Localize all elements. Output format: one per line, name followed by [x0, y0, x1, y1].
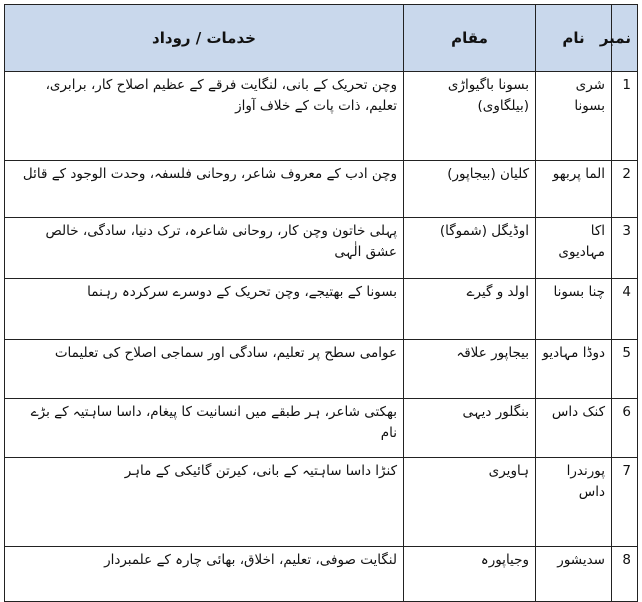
row-name: شری بسونا: [536, 72, 612, 161]
row-place: بیجاپور علاقہ: [404, 340, 536, 399]
row-name: سدیشور: [536, 547, 612, 602]
table-row: [5, 547, 638, 602]
row-number: 8: [612, 547, 638, 602]
table-row: [5, 218, 638, 279]
row-place: اوڈیگل (شموگا): [404, 218, 536, 279]
row-number: 6: [612, 399, 638, 458]
header-place: مقام: [404, 5, 536, 72]
header-row: [5, 5, 638, 72]
table-row: [5, 399, 638, 458]
table-row: [5, 458, 638, 547]
table-row: [5, 340, 638, 399]
table-row: [5, 279, 638, 340]
row-number: 4: [612, 279, 638, 340]
row-name: الما پربھو: [536, 161, 612, 218]
row-services: پہلی خاتون وچن کار، روحانی شاعرہ، ترک دنیا، سادگی، خالص عشق الٰہی: [5, 218, 404, 279]
row-number: 1: [612, 72, 638, 161]
table-row: [5, 72, 638, 161]
row-name: چنا بسونا: [536, 279, 612, 340]
row-place: اولد و گیرے: [404, 279, 536, 340]
header-name: نام: [536, 5, 612, 72]
row-place: بنگلور دیہی: [404, 399, 536, 458]
row-place: بسونا باگیواڑی (بیلگاوی): [404, 72, 536, 161]
row-name: پورندرا داس: [536, 458, 612, 547]
row-services: لنگایت صوفی، تعلیم، اخلاق، بھائی چارہ کے علمبردار: [5, 547, 404, 602]
row-number: 7: [612, 458, 638, 547]
saints-table: [4, 4, 638, 602]
row-name: دوڈا مہادیو: [536, 340, 612, 399]
row-services: عوامی سطح پر تعلیم، سادگی اور سماجی اصلاح کی تعلیمات: [5, 340, 404, 399]
row-place: ہاویری: [404, 458, 536, 547]
row-number: 5: [612, 340, 638, 399]
row-services: کنڑا داسا ساہتیہ کے بانی، کیرتن گائیکی کے ماہر: [5, 458, 404, 547]
row-services: وچن ادب کے معروف شاعر، روحانی فلسفہ، وحدت الوجود کے قائل: [5, 161, 404, 218]
row-name: اکا مہادیوی: [536, 218, 612, 279]
row-place: وجیاپورہ: [404, 547, 536, 602]
row-services: بسونا کے بھتیجے، وچن تحریک کے دوسرے سرکردہ رہنما: [5, 279, 404, 340]
row-services: بھکتی شاعر، ہر طبقے میں انسانیت کا پیغام، داسا ساہتیہ کے بڑے نام: [5, 399, 404, 458]
row-place: کلیان (بیجاپور): [404, 161, 536, 218]
row-number: 3: [612, 218, 638, 279]
row-services: وچن تحریک کے بانی، لنگایت فرقے کے عظیم اصلاح کار، برابری، تعلیم، ذات پات کے خلاف آواز: [5, 72, 404, 161]
row-number: 2: [612, 161, 638, 218]
table-row: [5, 161, 638, 218]
row-name: کنک داس: [536, 399, 612, 458]
header-number: نمبر: [612, 5, 638, 72]
header-services: خدمات / روداد: [5, 5, 404, 72]
